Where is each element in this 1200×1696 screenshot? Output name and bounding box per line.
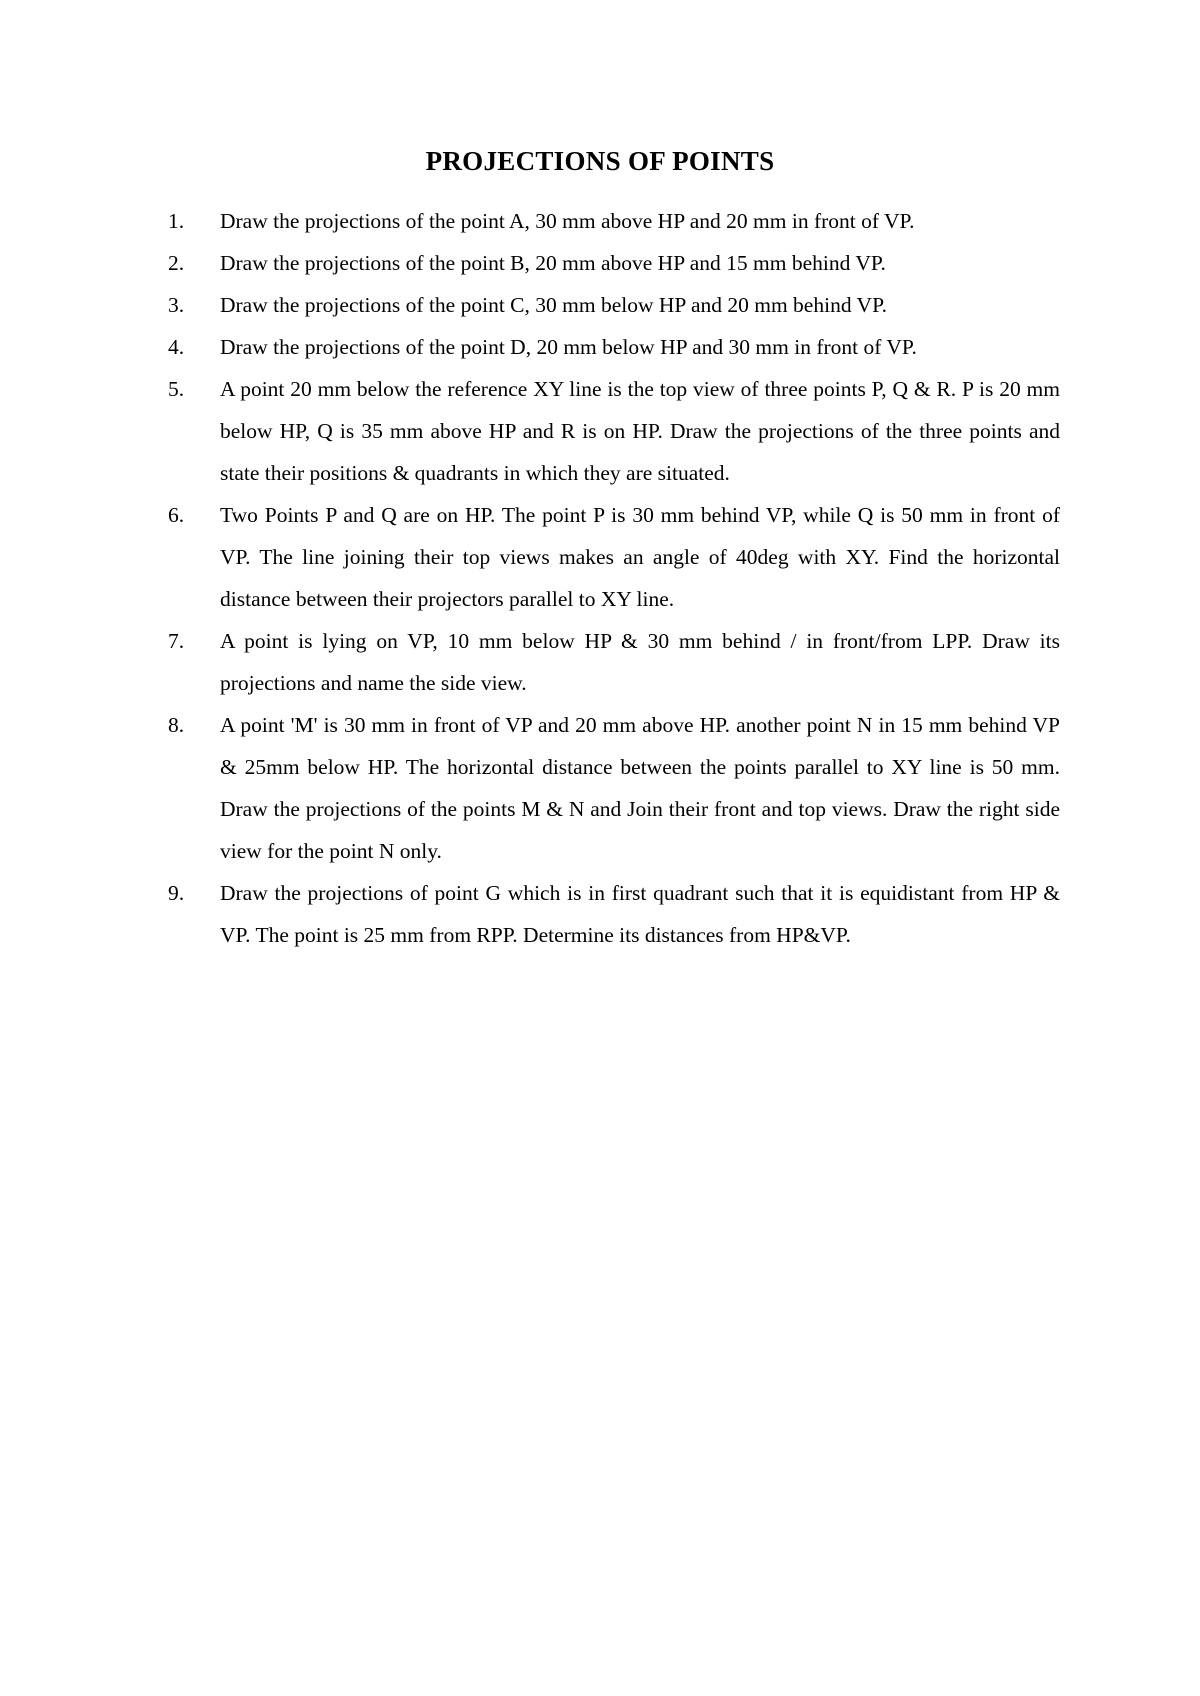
page-title: PROJECTIONS OF POINTS xyxy=(425,146,775,176)
question-text: Draw the projections of the point D, 20 mm below HP and 30 mm in front of VP. xyxy=(220,335,917,359)
question-item xyxy=(168,494,1060,620)
question-text: Draw the projections of the point A, 30 mm above HP and 20 mm in front of VP. xyxy=(220,209,915,233)
question-item xyxy=(168,284,1060,326)
question-number: 4. xyxy=(168,335,185,359)
question-item xyxy=(168,326,1060,368)
question-number: 5. xyxy=(168,377,185,401)
question-text: A point 20 mm below the reference XY line is the top view of three points P, Q & R. P is 20 mm below HP, Q is 35 mm above HP and R is on HP. Draw the projections of the three points and state their positions & quadrants in which they are situated. xyxy=(220,377,1060,485)
question-number: 3. xyxy=(168,293,185,317)
question-number: 7. xyxy=(168,629,185,653)
question-text: A point is lying on VP, 10 mm below HP & 30 mm behind / in front/from LPP. Draw its projections and name the side view. xyxy=(220,629,1060,695)
question-item xyxy=(168,704,1060,872)
question-number: 6. xyxy=(168,503,185,527)
question-text: A point 'M' is 30 mm in front of VP and 20 mm above HP. another point N in 15 mm behind VP & 25mm below HP. The horizontal distance between the points parallel to XY line is 50 mm. Draw the projections of the points M & N and Join their front and top views. Draw the right side view for the point N only. xyxy=(220,713,1060,863)
question-number: 9. xyxy=(168,881,185,905)
question-number: 8. xyxy=(168,713,185,737)
question-text: Draw the projections of point G which is in first quadrant such that it is equidistant from HP & VP. The point is 25 mm from RPP. Determine its distances from HP&VP. xyxy=(220,881,1060,947)
question-item xyxy=(168,200,1060,242)
question-item xyxy=(168,620,1060,704)
question-item xyxy=(168,872,1060,956)
question-number: 2. xyxy=(168,251,185,275)
question-text: Draw the projections of the point C, 30 mm below HP and 20 mm behind VP. xyxy=(220,293,888,317)
question-item xyxy=(168,242,1060,284)
question-number: 1. xyxy=(168,209,185,233)
question-item xyxy=(168,368,1060,494)
question-text: Draw the projections of the point B, 20 mm above HP and 15 mm behind VP. xyxy=(220,251,886,275)
question-list xyxy=(168,200,1060,956)
question-text: Two Points P and Q are on HP. The point P is 30 mm behind VP, while Q is 50 mm in front of VP. The line joining their top views makes an angle of 40deg with XY. Find the horizontal distance between their projectors parallel to XY line. xyxy=(220,503,1060,611)
